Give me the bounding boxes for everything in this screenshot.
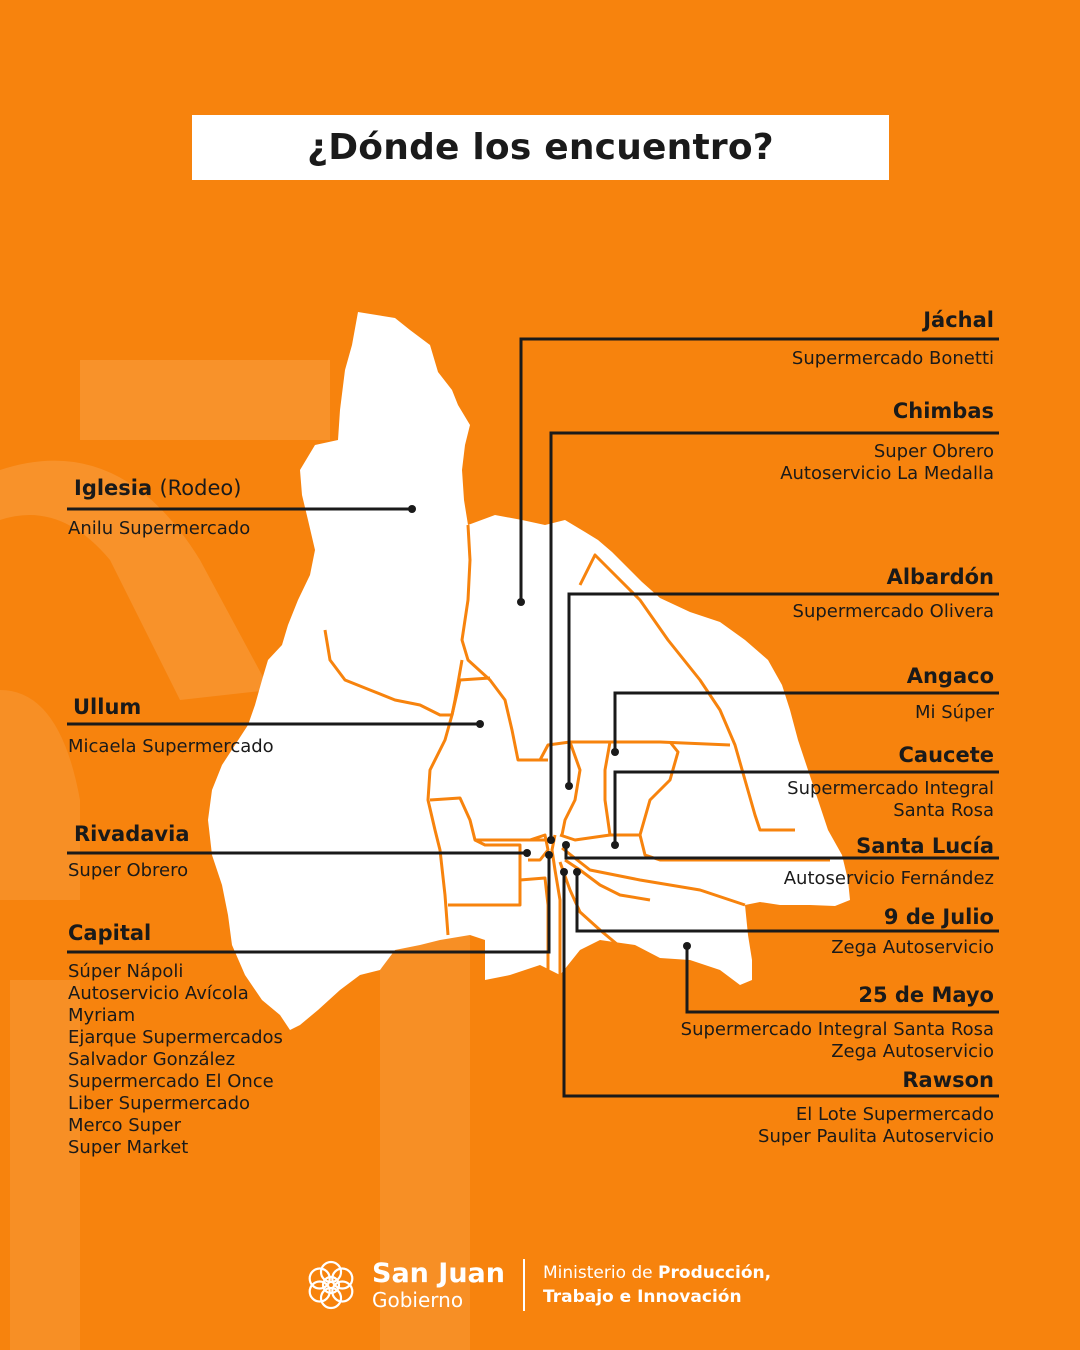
dept-name: Santa Lucía [856,834,994,858]
store-item: Supermercado Olivera [792,601,994,622]
store-item: Zega Autoservicio [831,1041,994,1062]
dept-name: Jáchal [923,308,994,332]
label-santa-lucia [784,833,994,890]
ministry-bold-2: Trabajo e Innovación [543,1287,742,1307]
flower-logo-icon [300,1254,362,1316]
dept-name: Ullum [73,695,142,719]
store-item: Zega Autoservicio [831,937,994,958]
brand-subtitle: Gobierno [372,1288,464,1312]
store-item: Supermercado Bonetti [791,348,994,369]
store-item: Autoservicio La Medalla [780,463,994,484]
store-item: Anilu Supermercado [68,518,251,539]
label-caucete [787,742,994,822]
label-angaco [907,663,994,724]
store-item: Supermercado El Once [68,1071,274,1092]
store-item: Supermercado Integral Santa Rosa [680,1019,994,1040]
dept-name: Caucete [898,743,994,767]
dept-name: Rawson [902,1068,994,1092]
store-item: Santa Rosa [893,800,994,821]
store-item: Merco Super [68,1115,181,1136]
store-item: Super Market [68,1137,189,1158]
label-chimbas [780,398,994,485]
store-item: Super Obrero [68,860,189,881]
store-item: Myriam [68,1005,136,1026]
label-jachal [792,307,994,370]
store-item: Autoservicio Avícola [68,983,249,1004]
dept-name: Angaco [906,664,994,688]
dept-name: 25 de Mayo [858,983,994,1007]
dept-name: Chimbas [892,399,994,423]
dept-name: 9 de Julio [883,905,994,929]
store-item: Micaela Supermercado [68,736,274,757]
footer-divider [523,1259,525,1311]
store-item: Autoservicio Fernández [783,868,994,889]
store-item: Súper Nápoli [68,961,184,982]
page-title: ¿Dónde los encuentro? [307,127,774,168]
dept-name: Iglesia [74,476,153,500]
store-item: Salvador González [68,1049,236,1070]
label-rawson [758,1067,994,1148]
ministry-bold-1: Producción, [658,1263,772,1283]
store-item: Mi Súper [915,702,994,723]
ministry-name [543,1261,771,1309]
label-rivadavia [68,821,190,882]
dept-subname: (Rodeo) [159,476,242,500]
dept-name: Albardón [886,565,994,589]
label-albardon [793,564,994,623]
label-ullum [68,694,274,758]
ministry-prefix: Ministerio de [543,1263,653,1283]
store-item: Supermercado Integral [787,778,994,799]
store-item: Super Obrero [873,441,994,462]
store-item: Ejarque Supermercados [68,1027,283,1048]
label-iglesia [68,475,250,540]
brand-name: San Juan [372,1258,505,1289]
footer [300,1250,771,1320]
label-25-de-mayo [681,982,994,1063]
dept-name: Rivadavia [74,822,190,846]
store-item: Liber Supermercado [68,1093,251,1114]
store-item: El Lote Supermercado [795,1104,994,1125]
province-outline [208,312,850,1030]
dept-name: Capital [68,921,152,945]
label-9-de-julio [831,904,994,959]
label-capital [68,920,283,1159]
store-item: Super Paulita Autoservicio [758,1126,994,1147]
